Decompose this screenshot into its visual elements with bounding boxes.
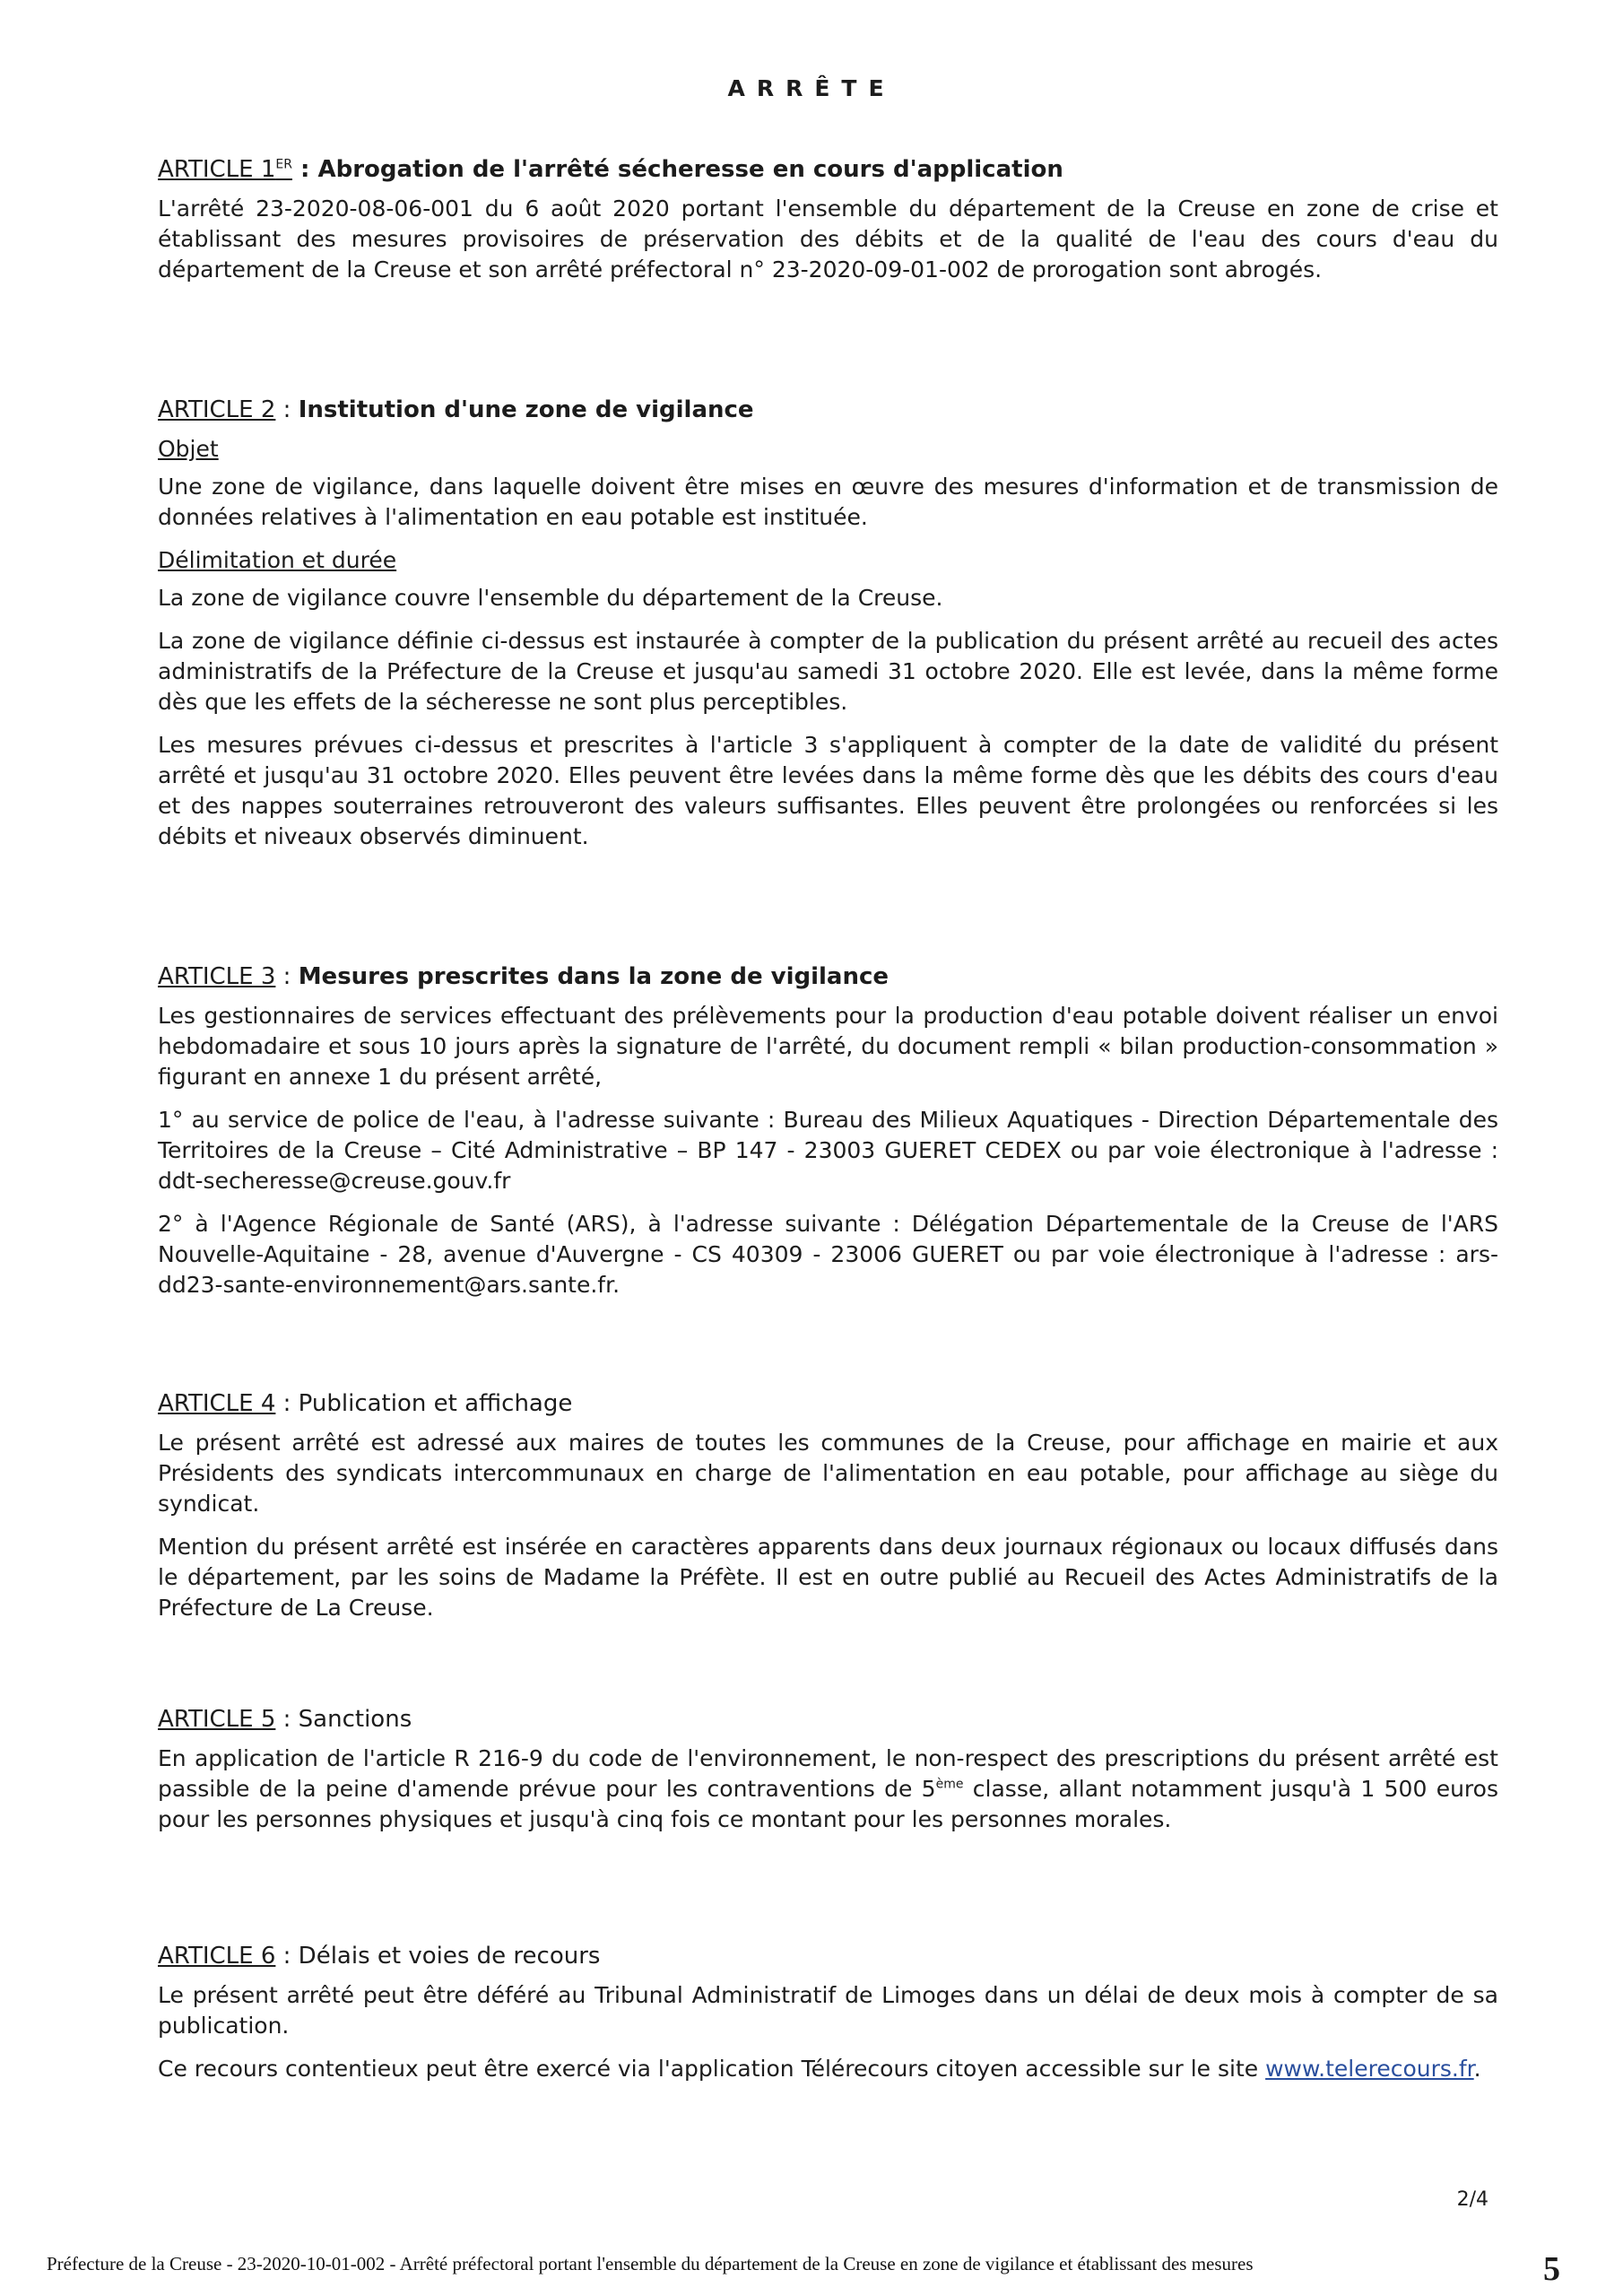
page-footer: Préfecture de la Creuse - 23-2020-10-01-002 - Arrêté préfectoral portant l'ensemble du département de la Creuse en zone de vigilance et établissant des mesures xyxy=(47,2253,1254,2274)
article-1-label: ARTICLE 1ER xyxy=(158,156,292,183)
article-6-heading xyxy=(158,1941,1498,1971)
article-2-paragraph-1: Une zone de vigilance, dans laquelle doivent être mises en œuvre des mesures d'information et de transmission de données relatives à l'alimentation en eau potable est instituée. xyxy=(158,474,1498,530)
article-3-paragraph-2: 1° au service de police de l'eau, à l'adresse suivante : Bureau des Milieux Aquatiques - Direction Départementale des Territoires de la Creuse – Cité Administrative – BP 147 - 23003 GUERET CEDEX ou par voie électronique à l'adresse : ddt-secheresse@creuse.gouv.fr xyxy=(158,1107,1498,1194)
article-5-label: ARTICLE 5 xyxy=(158,1706,276,1733)
article-4-title: : Publication et affichage xyxy=(275,1390,573,1417)
article-5 xyxy=(158,1704,1498,1848)
article-2-subheading-delimitation: Délimitation et durée xyxy=(158,547,397,573)
article-6-label: ARTICLE 6 xyxy=(158,1943,276,1970)
article-4-label: ARTICLE 4 xyxy=(158,1390,276,1417)
article-5-paragraph-1: En application de l'article R 216-9 du code de l'environnement, le non-respect des prescriptions du présent arrêté est passible de la peine d'amende prévue pour les contraventions de 5ème classe, allant notamment jusqu'à 1 500 euros pour les personnes physiques et jusqu'à cinq fois ce montant pour les personnes morales. xyxy=(158,1745,1498,1832)
article-6-paragraph-2: Ce recours contentieux peut être exercé via l'application Télérecours citoyen accessible sur le site www.telerecours.fr. xyxy=(158,2056,1481,2082)
article-4-paragraph-1: Le présent arrêté est adressé aux maires de toutes les communes de la Creuse, pour affichage en mairie et aux Présidents des syndicats intercommunaux en charge de l'alimentation en eau potable, pour affichage au siège du syndicat. xyxy=(158,1430,1498,1517)
article-2-label: ARTICLE 2 xyxy=(158,396,276,423)
article-4-paragraph-2: Mention du présent arrêté est insérée en caractères apparents dans deux journaux régionaux ou locaux diffusés dans le département, par les soins de Madame la Préfète. Il est en outre publié au Recueil des Actes Administratifs de la Préfecture de La Creuse. xyxy=(158,1534,1498,1621)
article-3-title: Mesures prescrites dans la zone de vigilance xyxy=(298,963,890,990)
article-1-separator: : xyxy=(291,156,318,183)
article-3-separator: : xyxy=(275,963,299,990)
article-1-heading xyxy=(158,154,1498,185)
article-3-paragraph-3: 2° à l'Agence Régionale de Santé (ARS), à l'adresse suivante : Délégation Départementale de la Creuse de l'ARS Nouvelle-Aquitaine - 28, avenue d'Auvergne - CS 40309 - 23006 GUERET ou par voie électronique à l'adresse : ars-dd23-sante-environnement@ars.sante.fr. xyxy=(158,1211,1498,1298)
article-3-label: ARTICLE 3 xyxy=(158,963,276,990)
article-2-paragraph-4: Les mesures prévues ci-dessus et prescrites à l'article 3 s'appliquent à compter de la date de validité du présent arrêté et jusqu'au 31 octobre 2020. Elles peuvent être levées dans la même forme dès que les débits des cours d'eau et des nappes souterraines retrouveront des valeurs suffisantes. Elles peuvent être prolongées ou renforcées si les débits et niveaux observés diminuent. xyxy=(158,732,1498,849)
article-5-heading xyxy=(158,1704,1498,1735)
article-3-heading xyxy=(158,961,1498,992)
article-6-paragraph-1: Le présent arrêté peut être déféré au Tribunal Administratif de Limoges dans un délai de deux mois à compter de sa publication. xyxy=(158,1982,1498,2039)
article-2-paragraph-2: La zone de vigilance couvre l'ensemble du département de la Creuse. xyxy=(158,585,943,611)
article-1-body: L'arrêté 23-2020-08-06-001 du 6 août 2020 portant l'ensemble du département de la Creuse en zone de crise et établissant des mesures provisoires de préservation des débits et de la qualité de l'eau des cours d'eau du département de la Creuse et son arrêté préfectoral n° 23-2020-09-01-002 de prorogation sont abrogés. xyxy=(158,196,1498,283)
article-4-heading xyxy=(158,1388,1498,1419)
article-2-subheading-objet: Objet xyxy=(158,436,219,462)
footer-page-mark: 5 xyxy=(1543,2250,1560,2288)
article-1 xyxy=(158,154,1498,298)
telerecours-link[interactable]: www.telerecours.fr xyxy=(1265,2056,1474,2082)
article-5-title: : Sanctions xyxy=(275,1706,412,1733)
article-3 xyxy=(158,961,1498,1313)
article-2-paragraph-3: La zone de vigilance définie ci-dessus est instaurée à compter de la publication du présent arrêté au recueil des actes administratifs de la Préfecture de la Creuse et jusqu'au samedi 31 octobre 2020. Elle est levée, dans la même forme dès que les effets de la sécheresse ne sont plus perceptibles. xyxy=(158,628,1498,715)
article-1-title: Abrogation de l'arrêté sécheresse en cours d'application xyxy=(317,156,1063,183)
article-2-separator: : xyxy=(275,396,299,423)
article-6 xyxy=(158,1941,1498,2097)
article-4 xyxy=(158,1388,1498,1636)
article-6-title: : Délais et voies de recours xyxy=(275,1943,601,1970)
page-number: 2/4 xyxy=(1456,2188,1488,2211)
document-title: ARRÊTE xyxy=(727,75,896,101)
article-2-title: Institution d'une zone de vigilance xyxy=(298,396,754,423)
article-2-heading xyxy=(158,395,1498,425)
article-3-paragraph-1: Les gestionnaires de services effectuant des prélèvements pour la production d'eau potable doivent réaliser un envoi hebdomadaire et sous 10 jours après la signature de l'arrêté, du document rempli « bilan production-consommation » figurant en annexe 1 du présent arrêté, xyxy=(158,1003,1498,1090)
article-2 xyxy=(158,395,1498,865)
